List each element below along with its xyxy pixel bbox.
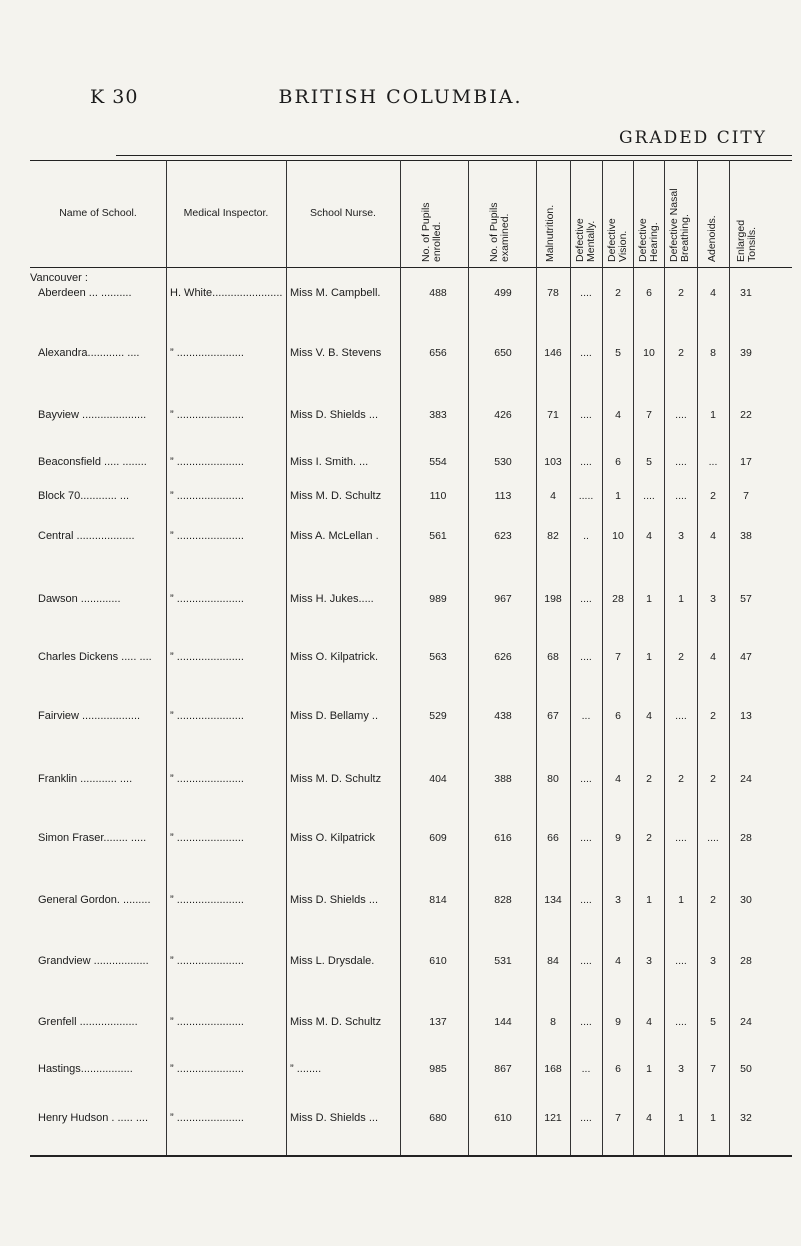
cell-malnutrition: 4 xyxy=(550,490,556,502)
medical-inspector: ” ...................... xyxy=(170,1016,244,1028)
cell-vision: 4 xyxy=(615,773,621,785)
cell-enrolled: 563 xyxy=(429,651,447,663)
medical-inspector: ” ...................... xyxy=(170,894,244,906)
col-line xyxy=(664,160,665,1155)
school-name: Dawson ............. xyxy=(38,593,121,605)
cell-enrolled: 609 xyxy=(429,832,447,844)
cell-vision: 1 xyxy=(615,490,621,502)
school-name: Charles Dickens ..... .... xyxy=(38,651,152,663)
cell-mentally: .... xyxy=(580,651,592,663)
medical-inspector: ” ...................... xyxy=(170,1063,244,1075)
cell-tonsils: 24 xyxy=(740,1016,752,1028)
cell-tonsils: 32 xyxy=(740,1112,752,1124)
cell-vision: 5 xyxy=(615,347,621,359)
cell-malnutrition: 146 xyxy=(544,347,562,359)
school-nurse: Miss M. Campbell. xyxy=(290,287,381,299)
cell-adenoids: 7 xyxy=(710,1063,716,1075)
cell-adenoids: 2 xyxy=(710,773,716,785)
cell-examined: 626 xyxy=(494,651,512,663)
cell-nasal: 2 xyxy=(678,287,684,299)
medical-inspector: ” ...................... xyxy=(170,347,244,359)
school-nurse: Miss D. Shields ... xyxy=(290,1112,379,1124)
cell-hearing: 1 xyxy=(646,1063,652,1075)
cell-enrolled: 561 xyxy=(429,530,447,542)
cell-vision: 7 xyxy=(615,1112,621,1124)
header-adenoids: Adenoids. xyxy=(706,215,718,262)
cell-enrolled: 610 xyxy=(429,955,447,967)
school-name: Alexandra............ .... xyxy=(38,347,140,359)
cell-adenoids: 1 xyxy=(710,409,716,421)
cell-vision: 6 xyxy=(615,710,621,722)
school-nurse: Miss H. Jukes..... xyxy=(290,593,374,605)
cell-malnutrition: 134 xyxy=(544,894,562,906)
cell-adenoids: 3 xyxy=(710,593,716,605)
school-name: Henry Hudson . ..... .... xyxy=(38,1112,149,1124)
cell-hearing: 2 xyxy=(646,773,652,785)
school-name: Hastings................. xyxy=(38,1063,133,1075)
medical-inspector: ” ...................... xyxy=(170,710,244,722)
cell-tonsils: 22 xyxy=(740,409,752,421)
cell-malnutrition: 67 xyxy=(547,710,559,722)
col-line xyxy=(286,160,287,1155)
cell-vision: 4 xyxy=(615,955,621,967)
cell-enrolled: 680 xyxy=(429,1112,447,1124)
cell-nasal: 2 xyxy=(678,347,684,359)
cell-examined: 499 xyxy=(494,287,512,299)
cell-hearing: 4 xyxy=(646,1016,652,1028)
cell-vision: 28 xyxy=(612,593,624,605)
cell-malnutrition: 82 xyxy=(547,530,559,542)
medical-inspector: ” ...................... xyxy=(170,490,244,502)
cell-vision: 9 xyxy=(615,1016,621,1028)
cell-mentally: .... xyxy=(580,1112,592,1124)
school-nurse: Miss O. Kilpatrick. xyxy=(290,651,379,663)
cell-examined: 438 xyxy=(494,710,512,722)
cell-malnutrition: 68 xyxy=(547,651,559,663)
school-nurse: Miss V. B. Stevens xyxy=(290,347,382,359)
cell-mentally: .... xyxy=(580,409,592,421)
cell-hearing: 1 xyxy=(646,894,652,906)
medical-inspector: ” ...................... xyxy=(170,832,244,844)
cell-examined: 623 xyxy=(494,530,512,542)
cell-mentally: .... xyxy=(580,456,592,468)
header-malnutrition: Malnutrition. xyxy=(544,204,556,262)
cell-examined: 867 xyxy=(494,1063,512,1075)
cell-enrolled: 656 xyxy=(429,347,447,359)
cell-nasal: .... xyxy=(675,710,687,722)
school-name: General Gordon. ......... xyxy=(38,894,151,906)
cell-hearing: 4 xyxy=(646,1112,652,1124)
cell-mentally: ... xyxy=(581,710,591,722)
school-nurse: Miss D. Bellamy .. xyxy=(290,710,379,722)
school-nurse: Miss O. Kilpatrick xyxy=(290,832,375,844)
header-examined: No. of Pupils examined. xyxy=(488,202,511,262)
cell-nasal: 1 xyxy=(678,894,684,906)
cell-examined: 967 xyxy=(494,593,512,605)
cell-adenoids: ... xyxy=(708,456,718,468)
cell-adenoids: 2 xyxy=(710,490,716,502)
school-nurse: Miss D. Shields ... xyxy=(290,409,379,421)
cell-adenoids: 4 xyxy=(710,651,716,663)
cell-mentally: .... xyxy=(580,894,592,906)
cell-adenoids: 4 xyxy=(710,530,716,542)
cell-tonsils: 7 xyxy=(743,490,749,502)
school-name: Simon Fraser........ ..... xyxy=(38,832,147,844)
col-line xyxy=(166,160,167,1155)
cell-nasal: .... xyxy=(675,456,687,468)
cell-tonsils: 24 xyxy=(740,773,752,785)
cell-enrolled: 488 xyxy=(429,287,447,299)
medical-inspector: ” ...................... xyxy=(170,1112,244,1124)
cell-nasal: .... xyxy=(675,409,687,421)
cell-examined: 610 xyxy=(494,1112,512,1124)
cell-mentally: .... xyxy=(580,593,592,605)
cell-tonsils: 28 xyxy=(740,955,752,967)
school-name: Aberdeen ... .......... xyxy=(38,287,132,299)
cell-hearing: 5 xyxy=(646,456,652,468)
cell-hearing: 3 xyxy=(646,955,652,967)
medical-inspector: ” ...................... xyxy=(170,530,244,542)
header-hearing: Defective Hearing. xyxy=(637,218,660,262)
cell-examined: 650 xyxy=(494,347,512,359)
school-name: Bayview ..................... xyxy=(38,409,147,421)
cell-mentally: .... xyxy=(580,347,592,359)
cell-tonsils: 38 xyxy=(740,530,752,542)
medical-inspector: ” ...................... xyxy=(170,456,244,468)
page-number: K 30 xyxy=(90,86,139,108)
cell-vision: 4 xyxy=(615,409,621,421)
cell-enrolled: 989 xyxy=(429,593,447,605)
header-nasal: Defective Nasal Breathing. xyxy=(668,188,691,262)
cell-hearing: 1 xyxy=(646,593,652,605)
cell-tonsils: 13 xyxy=(740,710,752,722)
cell-mentally: .... xyxy=(580,1016,592,1028)
school-nurse: Miss M. D. Schultz xyxy=(290,490,382,502)
cell-hearing: .... xyxy=(643,490,655,502)
cell-mentally: .... xyxy=(580,287,592,299)
cell-nasal: 2 xyxy=(678,773,684,785)
cell-vision: 6 xyxy=(615,1063,621,1075)
cell-tonsils: 31 xyxy=(740,287,752,299)
cell-nasal: 1 xyxy=(678,1112,684,1124)
school-nurse: Miss A. McLellan . xyxy=(290,530,379,542)
cell-malnutrition: 66 xyxy=(547,832,559,844)
cell-mentally: .... xyxy=(580,955,592,967)
cell-adenoids: 3 xyxy=(710,955,716,967)
medical-inspector: ” ...................... xyxy=(170,651,244,663)
medical-inspector: ” ...................... xyxy=(170,955,244,967)
school-nurse: Miss D. Shields ... xyxy=(290,894,379,906)
cell-examined: 616 xyxy=(494,832,512,844)
cell-adenoids: 2 xyxy=(710,710,716,722)
cell-nasal: 1 xyxy=(678,593,684,605)
cell-enrolled: 404 xyxy=(429,773,447,785)
cell-malnutrition: 71 xyxy=(547,409,559,421)
header-enrolled: No. of Pupils enrolled. xyxy=(420,202,443,262)
cell-hearing: 6 xyxy=(646,287,652,299)
cell-nasal: .... xyxy=(675,832,687,844)
cell-examined: 144 xyxy=(494,1016,512,1028)
cell-malnutrition: 84 xyxy=(547,955,559,967)
cell-adenoids: 5 xyxy=(710,1016,716,1028)
school-nurse: Miss M. D. Schultz xyxy=(290,1016,382,1028)
col-line xyxy=(468,160,469,1155)
cell-enrolled: 814 xyxy=(429,894,447,906)
cell-tonsils: 47 xyxy=(740,651,752,663)
cell-mentally: .. xyxy=(583,530,589,542)
header-nurse: School Nurse. xyxy=(310,207,376,219)
cell-tonsils: 50 xyxy=(740,1063,752,1075)
cell-mentally: ..... xyxy=(578,490,594,502)
cell-enrolled: 137 xyxy=(429,1016,447,1028)
cell-enrolled: 110 xyxy=(429,490,447,502)
school-nurse: Miss L. Drysdale. xyxy=(290,955,375,967)
cell-vision: 9 xyxy=(615,832,621,844)
cell-nasal: .... xyxy=(675,490,687,502)
header-school: Name of School. xyxy=(59,207,137,219)
cell-adenoids: 4 xyxy=(710,287,716,299)
cell-adenoids: 1 xyxy=(710,1112,716,1124)
cell-examined: 113 xyxy=(494,490,512,502)
medical-inspector: ” ...................... xyxy=(170,773,244,785)
cell-malnutrition: 121 xyxy=(544,1112,562,1124)
cell-malnutrition: 103 xyxy=(544,456,562,468)
cell-adenoids: .... xyxy=(707,832,719,844)
cell-enrolled: 554 xyxy=(429,456,447,468)
header-mentally: Defective Mentally. xyxy=(574,218,597,262)
col-line xyxy=(729,160,730,1155)
header-inspector: Medical Inspector. xyxy=(183,207,269,219)
cell-hearing: 4 xyxy=(646,710,652,722)
cell-vision: 2 xyxy=(615,287,621,299)
header-bottom-rule xyxy=(30,267,792,268)
cell-vision: 7 xyxy=(615,651,621,663)
cell-nasal: 3 xyxy=(678,530,684,542)
school-name: Block 70............ ... xyxy=(38,490,130,502)
col-line xyxy=(400,160,401,1155)
cell-examined: 531 xyxy=(494,955,512,967)
medical-inspector: ” ...................... xyxy=(170,409,244,421)
cell-hearing: 2 xyxy=(646,832,652,844)
school-name: Franklin ............ .... xyxy=(38,773,133,785)
cell-hearing: 4 xyxy=(646,530,652,542)
cell-malnutrition: 78 xyxy=(547,287,559,299)
cell-hearing: 7 xyxy=(646,409,652,421)
school-name: Central ................... xyxy=(38,530,135,542)
top-rule-short xyxy=(116,155,792,156)
cell-adenoids: 8 xyxy=(710,347,716,359)
cell-adenoids: 2 xyxy=(710,894,716,906)
cell-tonsils: 30 xyxy=(740,894,752,906)
school-name: Fairview ................... xyxy=(38,710,141,722)
cell-examined: 426 xyxy=(494,409,512,421)
school-name: Grenfell ................... xyxy=(38,1016,138,1028)
cell-nasal: .... xyxy=(675,955,687,967)
school-nurse: Miss M. D. Schultz xyxy=(290,773,382,785)
top-rule xyxy=(30,160,792,161)
cell-mentally: .... xyxy=(580,773,592,785)
cell-vision: 3 xyxy=(615,894,621,906)
city-label: Vancouver : xyxy=(30,272,88,284)
section-title: GRADED CITY xyxy=(618,128,767,148)
school-name: Grandview .................. xyxy=(38,955,149,967)
col-line xyxy=(536,160,537,1155)
cell-nasal: .... xyxy=(675,1016,687,1028)
cell-examined: 828 xyxy=(494,894,512,906)
bottom-rule xyxy=(30,1155,792,1157)
cell-mentally: ... xyxy=(581,1063,591,1075)
cell-enrolled: 529 xyxy=(429,710,447,722)
cell-malnutrition: 168 xyxy=(544,1063,562,1075)
cell-mentally: .... xyxy=(580,832,592,844)
cell-nasal: 2 xyxy=(678,651,684,663)
cell-malnutrition: 80 xyxy=(547,773,559,785)
school-nurse: Miss I. Smith. ... xyxy=(290,456,369,468)
cell-tonsils: 17 xyxy=(740,456,752,468)
cell-nasal: 3 xyxy=(678,1063,684,1075)
cell-vision: 6 xyxy=(615,456,621,468)
cell-examined: 388 xyxy=(494,773,512,785)
medical-inspector: H. White....................... xyxy=(170,287,283,299)
school-nurse: ” ........ xyxy=(290,1063,322,1075)
cell-hearing: 1 xyxy=(646,651,652,663)
running-title: BRITISH COLUMBIA. xyxy=(278,86,523,108)
medical-inspector: ” ...................... xyxy=(170,593,244,605)
cell-malnutrition: 198 xyxy=(544,593,562,605)
cell-enrolled: 383 xyxy=(429,409,447,421)
cell-tonsils: 39 xyxy=(740,347,752,359)
cell-hearing: 10 xyxy=(643,347,655,359)
header-tonsils: Enlarged Tonsils. xyxy=(735,219,758,262)
cell-tonsils: 28 xyxy=(740,832,752,844)
cell-tonsils: 57 xyxy=(740,593,752,605)
cell-malnutrition: 8 xyxy=(550,1016,556,1028)
cell-vision: 10 xyxy=(612,530,624,542)
header-vision: Defective Vision. xyxy=(606,218,629,262)
school-name: Beaconsfield ..... ........ xyxy=(38,456,147,468)
cell-enrolled: 985 xyxy=(429,1063,447,1075)
cell-examined: 530 xyxy=(494,456,512,468)
